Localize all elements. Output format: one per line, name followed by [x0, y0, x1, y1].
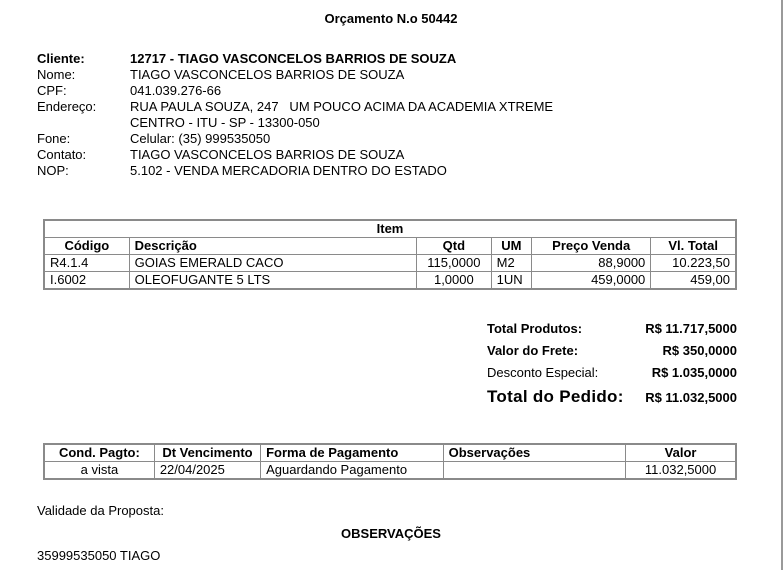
table-row — [44, 462, 736, 480]
desconto-value: R$ 1.035,0000 — [651, 365, 737, 380]
total-produtos-row — [487, 321, 737, 343]
frete-value: R$ 350,0000 — [662, 343, 737, 358]
client-row-fone — [37, 131, 553, 147]
cell-total: 10.223,50 — [651, 255, 736, 272]
col-header-um: UM — [491, 238, 531, 255]
document-title: Orçamento N.o 50442 — [324, 11, 458, 26]
total-pedido-row — [487, 387, 737, 413]
frete-label: Valor do Frete: — [487, 343, 579, 358]
phone-value: Celular: (35) 999535050 — [130, 131, 271, 146]
cell-codigo: R4.1.4 — [44, 255, 129, 272]
client-row-nop — [37, 163, 553, 179]
cell-codigo: I.6002 — [44, 272, 129, 290]
observacoes-text: 35999535050 TIAGO — [37, 548, 161, 563]
client-info-block — [37, 51, 553, 179]
payment-header-row — [44, 444, 736, 462]
cell-forma: Aguardando Pagamento — [261, 462, 444, 480]
address-label: Endereço: — [37, 99, 97, 114]
cell-vencimento: 22/04/2025 — [154, 462, 260, 480]
items-table — [43, 219, 737, 290]
col-header-vencimento: Dt Vencimento — [154, 444, 260, 462]
items-caption: Item — [44, 220, 736, 238]
cpf-value: 041.039.276-66 — [130, 83, 222, 98]
address-value: RUA PAULA SOUZA, 247 UM POUCO ACIMA DA ACADEMIA XTREME — [130, 99, 554, 114]
cpf-label: CPF: — [37, 83, 67, 98]
cell-um: 1UN — [491, 272, 531, 290]
phone-label: Fone: — [37, 131, 71, 146]
payment-table — [43, 443, 737, 480]
cell-cond-pagto: a vista — [44, 462, 154, 480]
totals-block — [487, 321, 737, 413]
table-row — [44, 255, 736, 272]
contact-value: TIAGO VASCONCELOS BARRIOS DE SOUZA — [130, 147, 405, 162]
col-header-forma: Forma de Pagamento — [261, 444, 444, 462]
client-row-endereco-2 — [37, 115, 553, 131]
col-header-total: Vl. Total — [651, 238, 736, 255]
observacoes-title: OBSERVAÇÕES — [341, 526, 441, 541]
col-header-preco: Preço Venda — [532, 238, 651, 255]
cell-valor: 11.032,5000 — [626, 462, 736, 480]
frete-row — [487, 343, 737, 365]
table-row — [44, 272, 736, 290]
col-header-codigo: Código — [44, 238, 129, 255]
total-pedido-label: Total do Pedido: — [487, 387, 624, 406]
total-produtos-label: Total Produtos: — [487, 321, 583, 336]
nop-value: 5.102 - VENDA MERCADORIA DENTRO DO ESTADO — [130, 163, 447, 178]
desconto-row — [487, 365, 737, 387]
cell-preco: 88,9000 — [532, 255, 651, 272]
total-pedido-value: R$ 11.032,5000 — [645, 390, 737, 405]
items-caption-row — [44, 220, 736, 238]
cell-observacoes — [443, 462, 626, 480]
client-row-cliente — [37, 51, 553, 67]
cell-descricao: GOIAS EMERALD CACO — [129, 255, 416, 272]
client-label: Cliente: — [37, 51, 85, 66]
client-row-contato — [37, 147, 553, 163]
validade-label: Validade da Proposta: — [37, 503, 164, 518]
cell-descricao: OLEOFUGANTE 5 LTS — [129, 272, 416, 290]
name-value: TIAGO VASCONCELOS BARRIOS DE SOUZA — [130, 67, 405, 82]
page-edge-divider — [781, 0, 783, 570]
contact-label: Contato: — [37, 147, 87, 162]
cell-qtd: 115,0000 — [417, 255, 492, 272]
col-header-descricao: Descrição — [129, 238, 416, 255]
client-value: 12717 - TIAGO VASCONCELOS BARRIOS DE SOUZA — [130, 51, 457, 66]
cell-um: M2 — [491, 255, 531, 272]
cell-total: 459,00 — [651, 272, 736, 290]
col-header-qtd: Qtd — [417, 238, 492, 255]
address-value-2: CENTRO - ITU - SP - 13300-050 — [130, 115, 320, 130]
client-row-endereco — [37, 99, 553, 115]
total-produtos-value: R$ 11.717,5000 — [645, 321, 737, 336]
desconto-label: Desconto Especial: — [487, 365, 599, 380]
items-header-row — [44, 238, 736, 255]
nop-label: NOP: — [37, 163, 69, 178]
cell-qtd: 1,0000 — [417, 272, 492, 290]
col-header-cond-pagto: Cond. Pagto: — [44, 444, 154, 462]
col-header-valor: Valor — [626, 444, 736, 462]
client-row-cpf — [37, 83, 553, 99]
cell-preco: 459,0000 — [532, 272, 651, 290]
client-row-nome — [37, 67, 553, 83]
col-header-observacoes: Observações — [443, 444, 626, 462]
name-label: Nome: — [37, 67, 76, 82]
